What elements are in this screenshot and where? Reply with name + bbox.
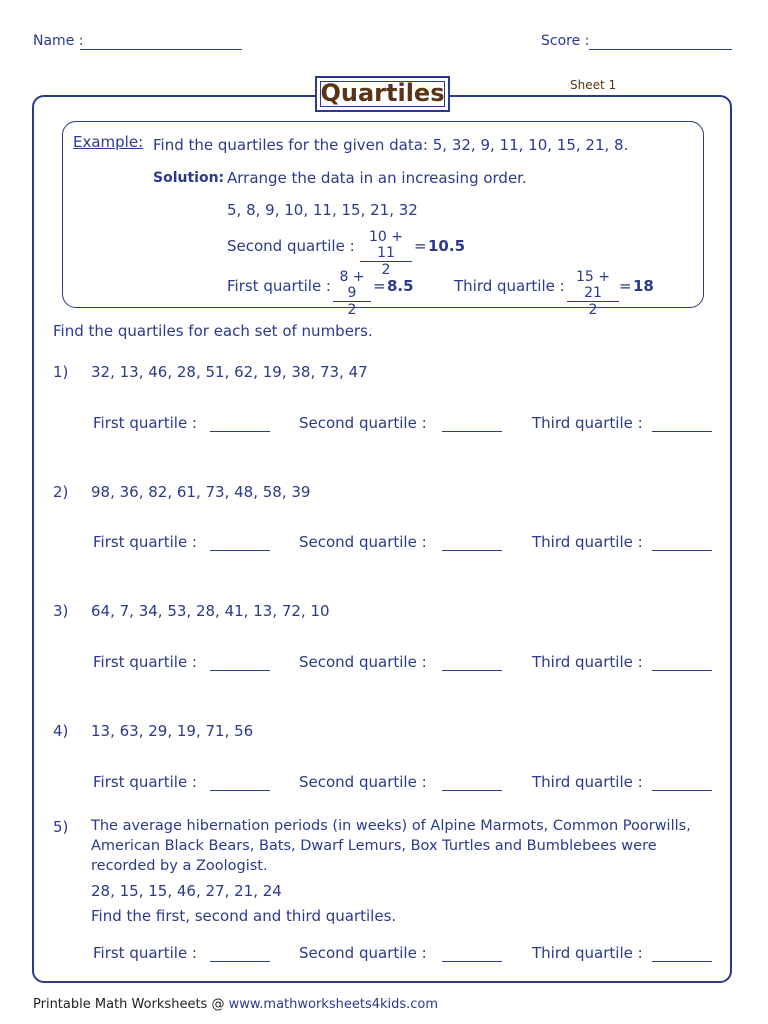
word-problem-line: recorded by a Zoologist. [91,858,268,874]
fraction-denominator: 2 [381,262,391,278]
third-quartile-answer[interactable] [652,550,712,551]
first-quartile-answer[interactable] [210,431,270,432]
fraction-numerator: 15 + 21 [567,269,619,302]
problem-number: 2) [53,483,69,501]
footer-prefix: Printable Math Worksheets @ [33,997,229,1012]
first-quartile-label: First quartile : [93,773,197,791]
second-quartile-label: Second quartile : [299,533,427,551]
instructions: Find the quartiles for each set of numbers. [53,322,373,340]
problem-data: 64, 7, 34, 53, 28, 41, 13, 72, 10 [91,602,330,620]
sheet-label: Sheet 1 [570,78,617,92]
fraction-numerator: 10 + 11 [360,229,412,262]
fraction-denominator: 2 [347,302,357,318]
name-field-line[interactable] [80,49,242,50]
first-quartile-label: First quartile : [93,653,197,671]
second-quartile-label: Second quartile : [299,653,427,671]
example-second-result: 10.5 [428,237,466,255]
problem-data: 98, 36, 82, 61, 73, 48, 58, 39 [91,483,311,501]
example-first-label: First quartile : [227,277,331,295]
equals-sign: = [414,237,427,255]
score-label: Score : [541,33,590,49]
problem-number: 1) [53,363,69,381]
footer [33,997,438,1012]
third-quartile-label: Third quartile : [532,944,643,962]
problem-number: 3) [53,602,69,620]
second-quartile-answer[interactable] [442,670,502,671]
second-quartile-label: Second quartile : [299,414,427,432]
name-label: Name : [33,33,84,49]
second-quartile-answer[interactable] [442,431,502,432]
sorted-data: 5, 8, 9, 10, 11, 15, 21, 32 [227,201,418,219]
problem-data: 13, 63, 29, 19, 71, 56 [91,722,254,740]
example-third-result: 18 [633,277,654,295]
example-third-label: Third quartile : [454,277,565,295]
fraction-denominator: 2 [588,302,598,318]
second-quartile-answer[interactable] [442,550,502,551]
first-quartile-answer[interactable] [210,550,270,551]
third-quartile-answer[interactable] [652,790,712,791]
second-quartile-answer[interactable] [442,961,502,962]
third-quartile-answer[interactable] [652,961,712,962]
first-quartile-answer[interactable] [210,790,270,791]
example-prompt: Find the quartiles for the given data: 5, 32, 9, 11, 10, 15, 21, 8. [153,136,629,154]
third-quartile-label: Third quartile : [532,773,643,791]
first-quartile-label: First quartile : [93,414,197,432]
example-label: Example: [73,133,144,151]
first-quartile-answer[interactable] [210,961,270,962]
second-quartile-label: Second quartile : [299,944,427,962]
problem-data: 32, 13, 46, 28, 51, 62, 19, 38, 73, 47 [91,363,368,381]
page-title: Quartiles [320,79,445,107]
equals-sign: = [373,277,386,295]
third-quartile-answer[interactable] [652,431,712,432]
third-quartile-label: Third quartile : [532,533,643,551]
fraction-numerator: 8 + 9 [333,269,371,302]
second-quartile-answer[interactable] [442,790,502,791]
problem-number: 4) [53,722,69,740]
footer-site-link[interactable]: www.mathworksheets4kids.com [228,997,439,1012]
score-field-line[interactable] [589,49,732,50]
solution-text: Arrange the data in an increasing order. [227,169,527,187]
equals-sign: = [619,277,632,295]
problem-data: 28, 15, 15, 46, 27, 21, 24 [91,882,282,900]
first-quartile-answer[interactable] [210,670,270,671]
example-first-fraction [333,269,371,318]
word-problem-question: Find the first, second and third quartiles. [91,907,397,925]
solution-label: Solution: [153,170,225,186]
word-problem-line: American Black Bears, Bats, Dwarf Lemurs, Box Turtles and Bumblebees were [91,838,657,854]
example-third-fraction [567,269,619,318]
third-quartile-answer[interactable] [652,670,712,671]
first-quartile-label: First quartile : [93,944,197,962]
first-quartile-label: First quartile : [93,533,197,551]
third-quartile-label: Third quartile : [532,414,643,432]
example-first-result: 8.5 [387,277,414,295]
word-problem-line: The average hibernation periods (in weeks) of Alpine Marmots, Common Poorwills, [91,818,691,834]
second-quartile-label: Second quartile : [299,773,427,791]
third-quartile-label: Third quartile : [532,653,643,671]
example-second-label: Second quartile : [227,237,355,255]
problem-number: 5) [53,818,69,836]
